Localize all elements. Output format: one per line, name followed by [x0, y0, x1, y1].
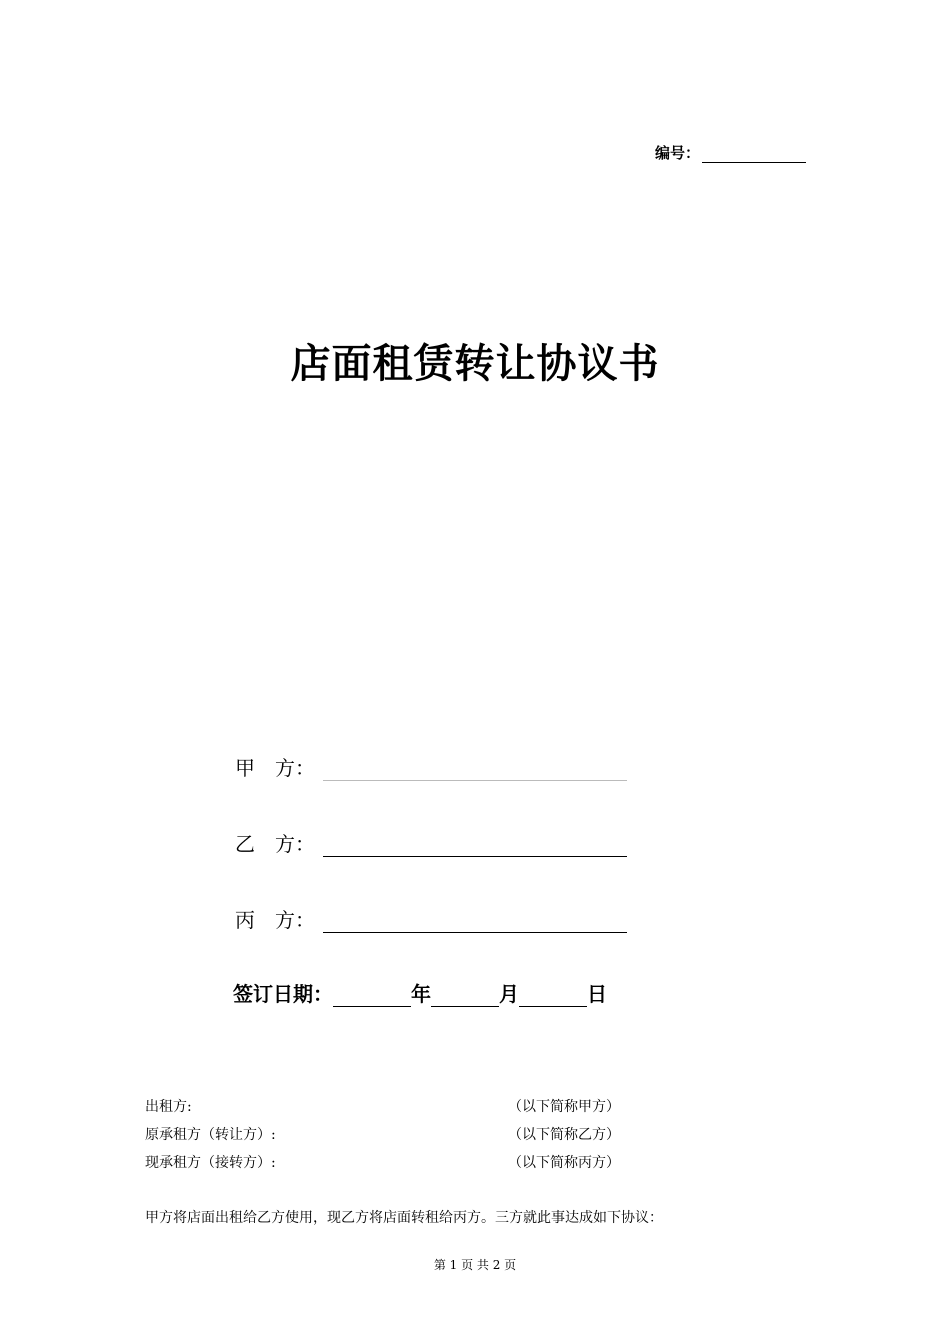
- serial-number-blank[interactable]: [702, 146, 806, 163]
- role-note: （以下简称甲方）: [508, 1099, 620, 1115]
- party-a-blank[interactable]: [323, 758, 627, 781]
- party-a-label: 甲 方：: [235, 756, 315, 780]
- sign-day-unit: 日: [587, 982, 607, 1006]
- role-note: （以下简称丙方）: [508, 1155, 620, 1171]
- sign-day-blank[interactable]: [519, 984, 587, 1007]
- sign-month-blank[interactable]: [431, 984, 499, 1007]
- party-b-field: [235, 828, 627, 857]
- role-note: （以下简称乙方）: [508, 1127, 620, 1143]
- page-footer: 第 1 页 共 2 页: [433, 1258, 517, 1272]
- role-label: 现承租方（接转方）:: [145, 1155, 276, 1171]
- role-row-original-lessee: [145, 1124, 665, 1144]
- serial-number-label: 编号：: [655, 144, 701, 162]
- role-row-lessor: [145, 1096, 665, 1116]
- document-title: 店面租赁转让协议书: [290, 340, 660, 387]
- sign-year-unit: 年: [411, 982, 431, 1006]
- party-c-label: 丙 方：: [235, 908, 315, 932]
- party-a-field: [235, 752, 627, 781]
- party-b-label: 乙 方：: [235, 832, 315, 856]
- party-c-field: [235, 904, 627, 933]
- role-label: 出租方:: [145, 1099, 192, 1115]
- sign-year-blank[interactable]: [333, 984, 411, 1007]
- sign-date-field: [233, 978, 607, 1007]
- intro-paragraph: 甲方将店面出租给乙方使用，现乙方将店面转租给丙方。三方就此事达成如下协议：: [145, 1210, 663, 1226]
- serial-number-field: [655, 142, 806, 163]
- role-label: 原承租方（转让方）:: [145, 1127, 276, 1143]
- sign-date-label: 签订日期：: [233, 982, 333, 1006]
- party-c-blank[interactable]: [323, 910, 627, 933]
- role-row-current-lessee: [145, 1152, 665, 1172]
- sign-month-unit: 月: [499, 982, 519, 1006]
- party-b-blank[interactable]: [323, 834, 627, 857]
